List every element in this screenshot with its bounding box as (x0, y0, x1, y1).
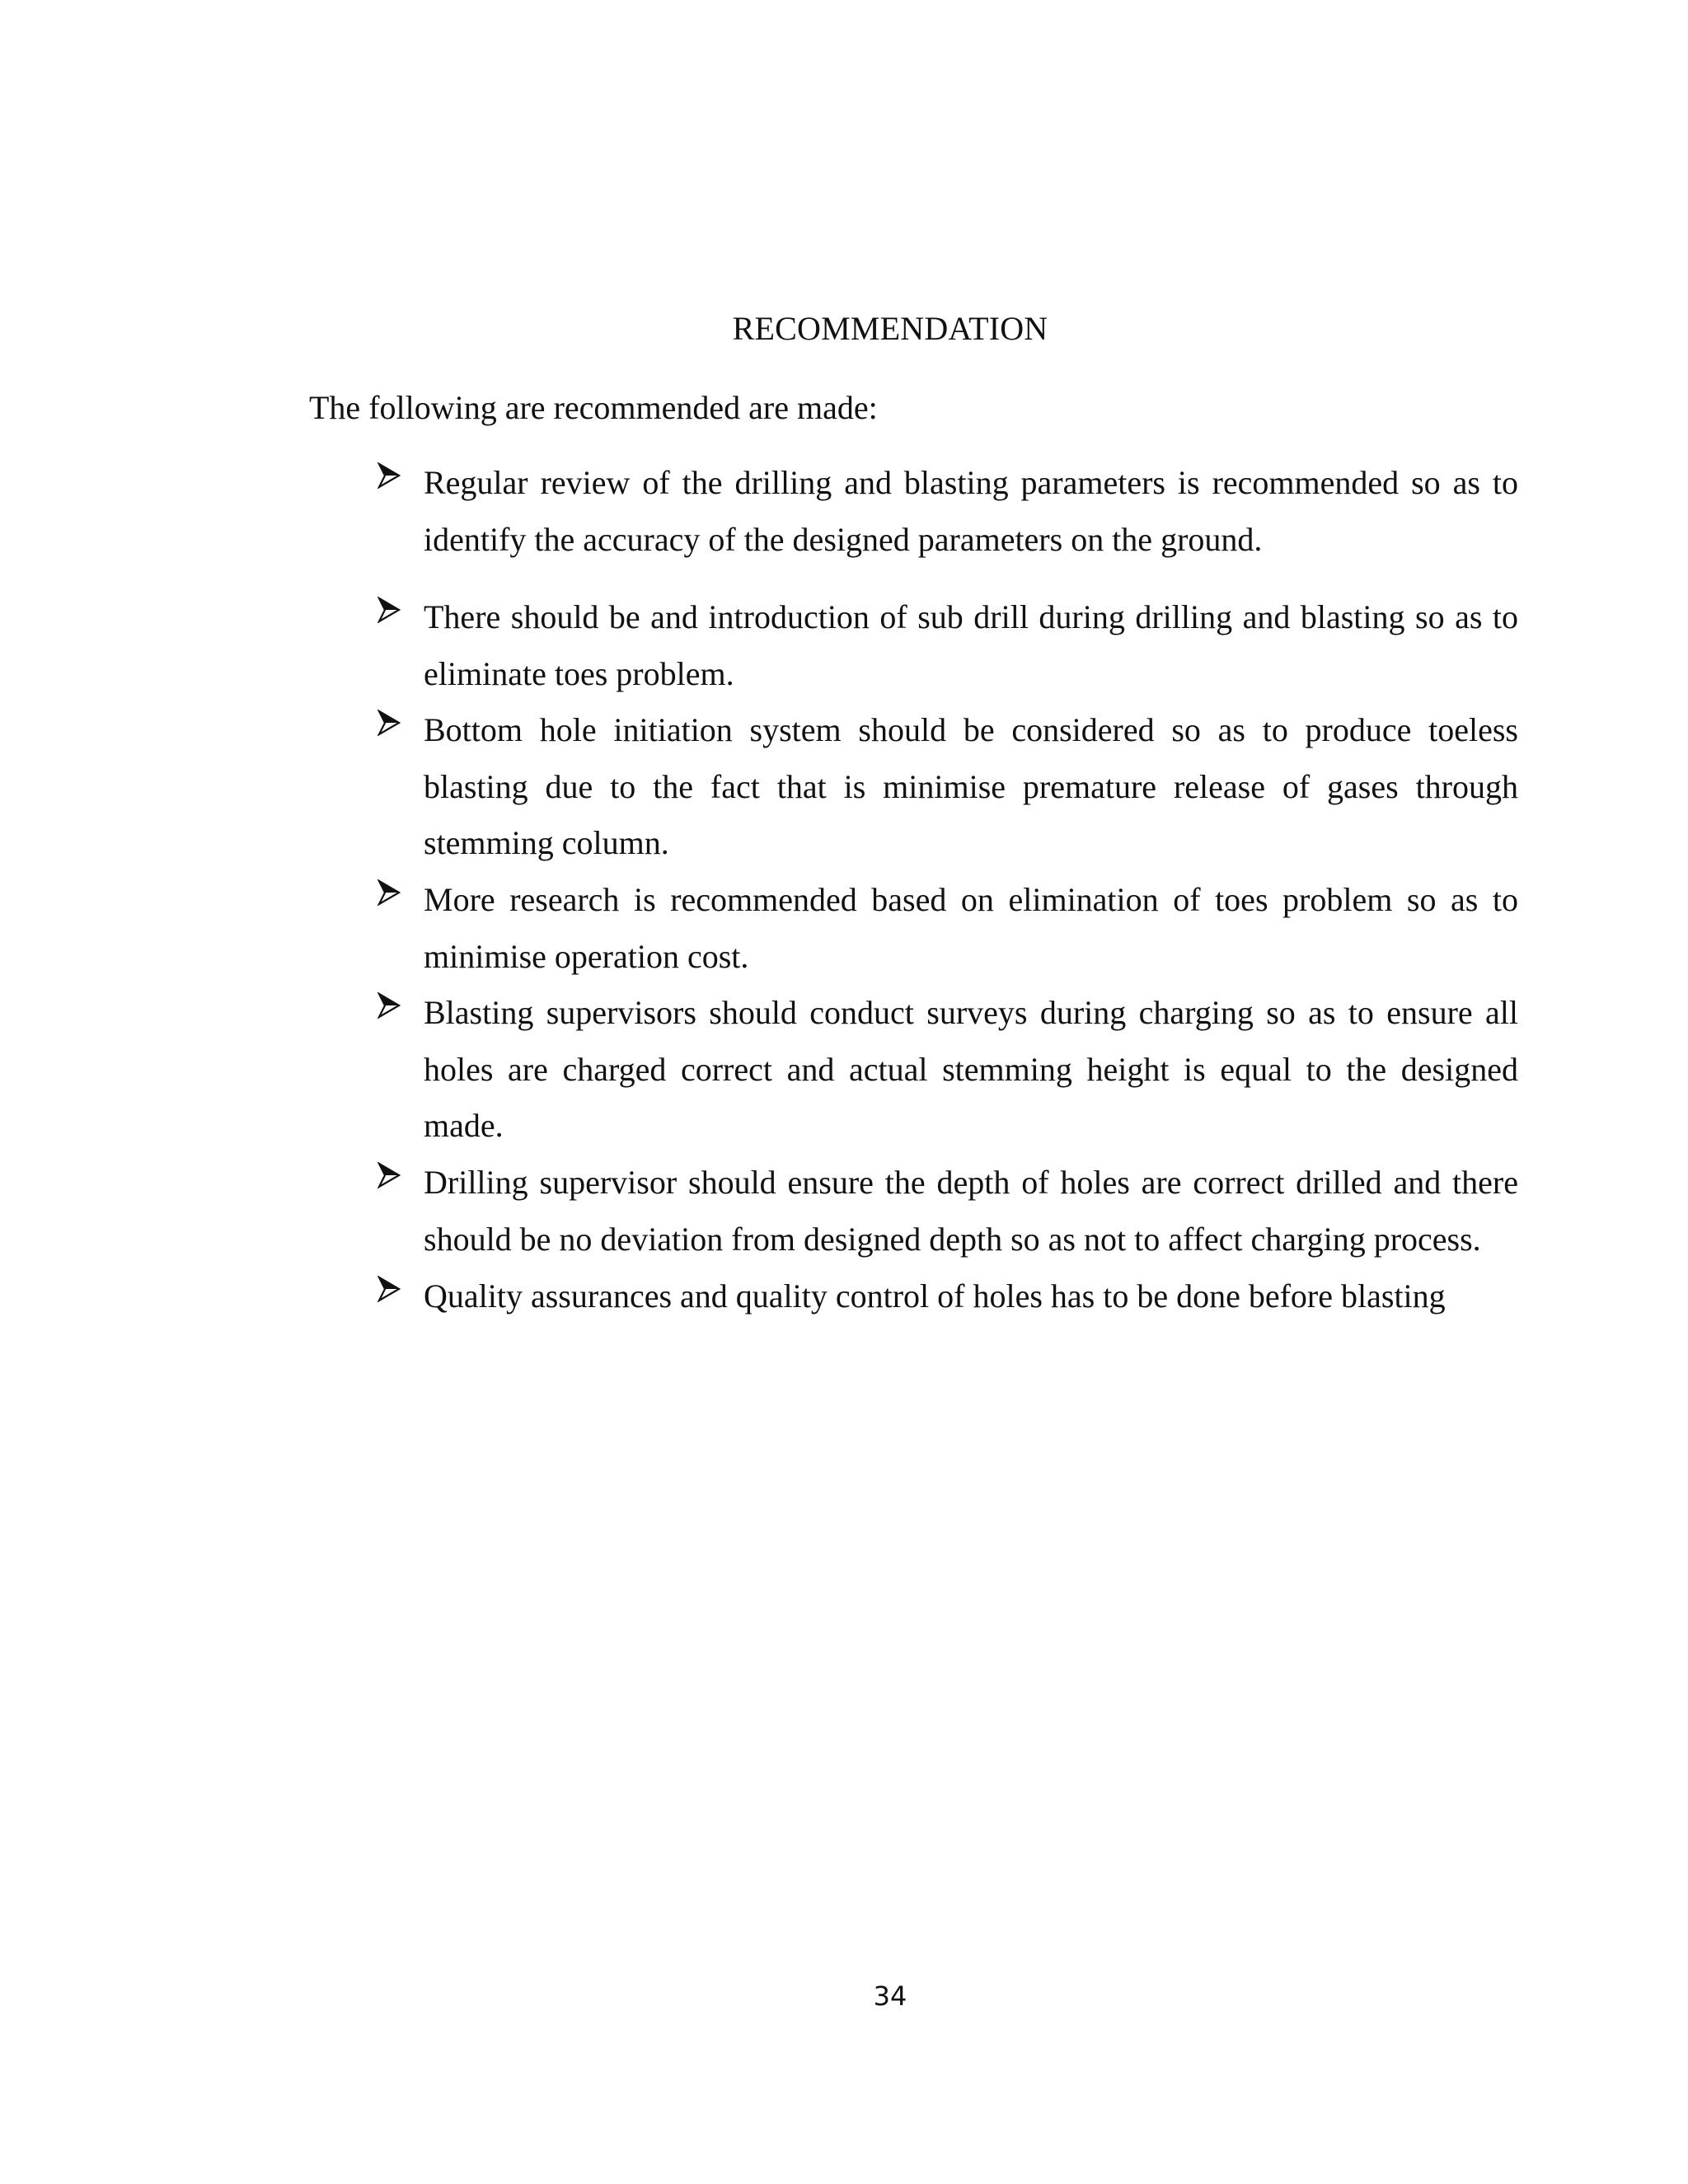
list-item-text: Quality assurances and quality control of holes has to be done before blasting (424, 1277, 1446, 1315)
arrowhead-bullet-icon (377, 597, 401, 623)
page-title: RECOMMENDATION (732, 310, 1048, 347)
arrowhead-bullet-icon (377, 462, 401, 489)
arrowhead-bullet-icon (377, 992, 401, 1019)
arrowhead-bullet-icon (377, 1276, 401, 1302)
page-number: 34 (873, 1980, 907, 2012)
arrowhead-bullet-icon (377, 1162, 401, 1188)
list-item-text: Regular review of the drilling and blasting parameters is recommended so as to identify the accuracy of the designed parameters on the ground. (424, 464, 1518, 558)
list-item-text: More research is recommended based on elimination of toes problem so as to minimise operation cost. (424, 881, 1518, 975)
list-item-text: Drilling supervisor should ensure the depth of holes are correct drilled and there should be no deviation from designed depth so as not to affect charging process. (424, 1164, 1518, 1258)
list-item-text: Blasting supervisors should conduct surveys during charging so as to ensure all holes are charged correct and actual stemming height is equal to the designed made. (424, 994, 1518, 1144)
arrowhead-bullet-icon (377, 710, 401, 736)
arrowhead-bullet-icon (377, 879, 401, 906)
list-item-text: Bottom hole initiation system should be considered so as to produce toeless blasting due to the fact that is minimise premature release of gases through stemming column. (424, 711, 1518, 861)
intro-paragraph: The following are recommended are made: (309, 389, 878, 426)
list-item-text: There should be and introduction of sub drill during drilling and blasting so as to eliminate toes problem. (424, 598, 1518, 692)
